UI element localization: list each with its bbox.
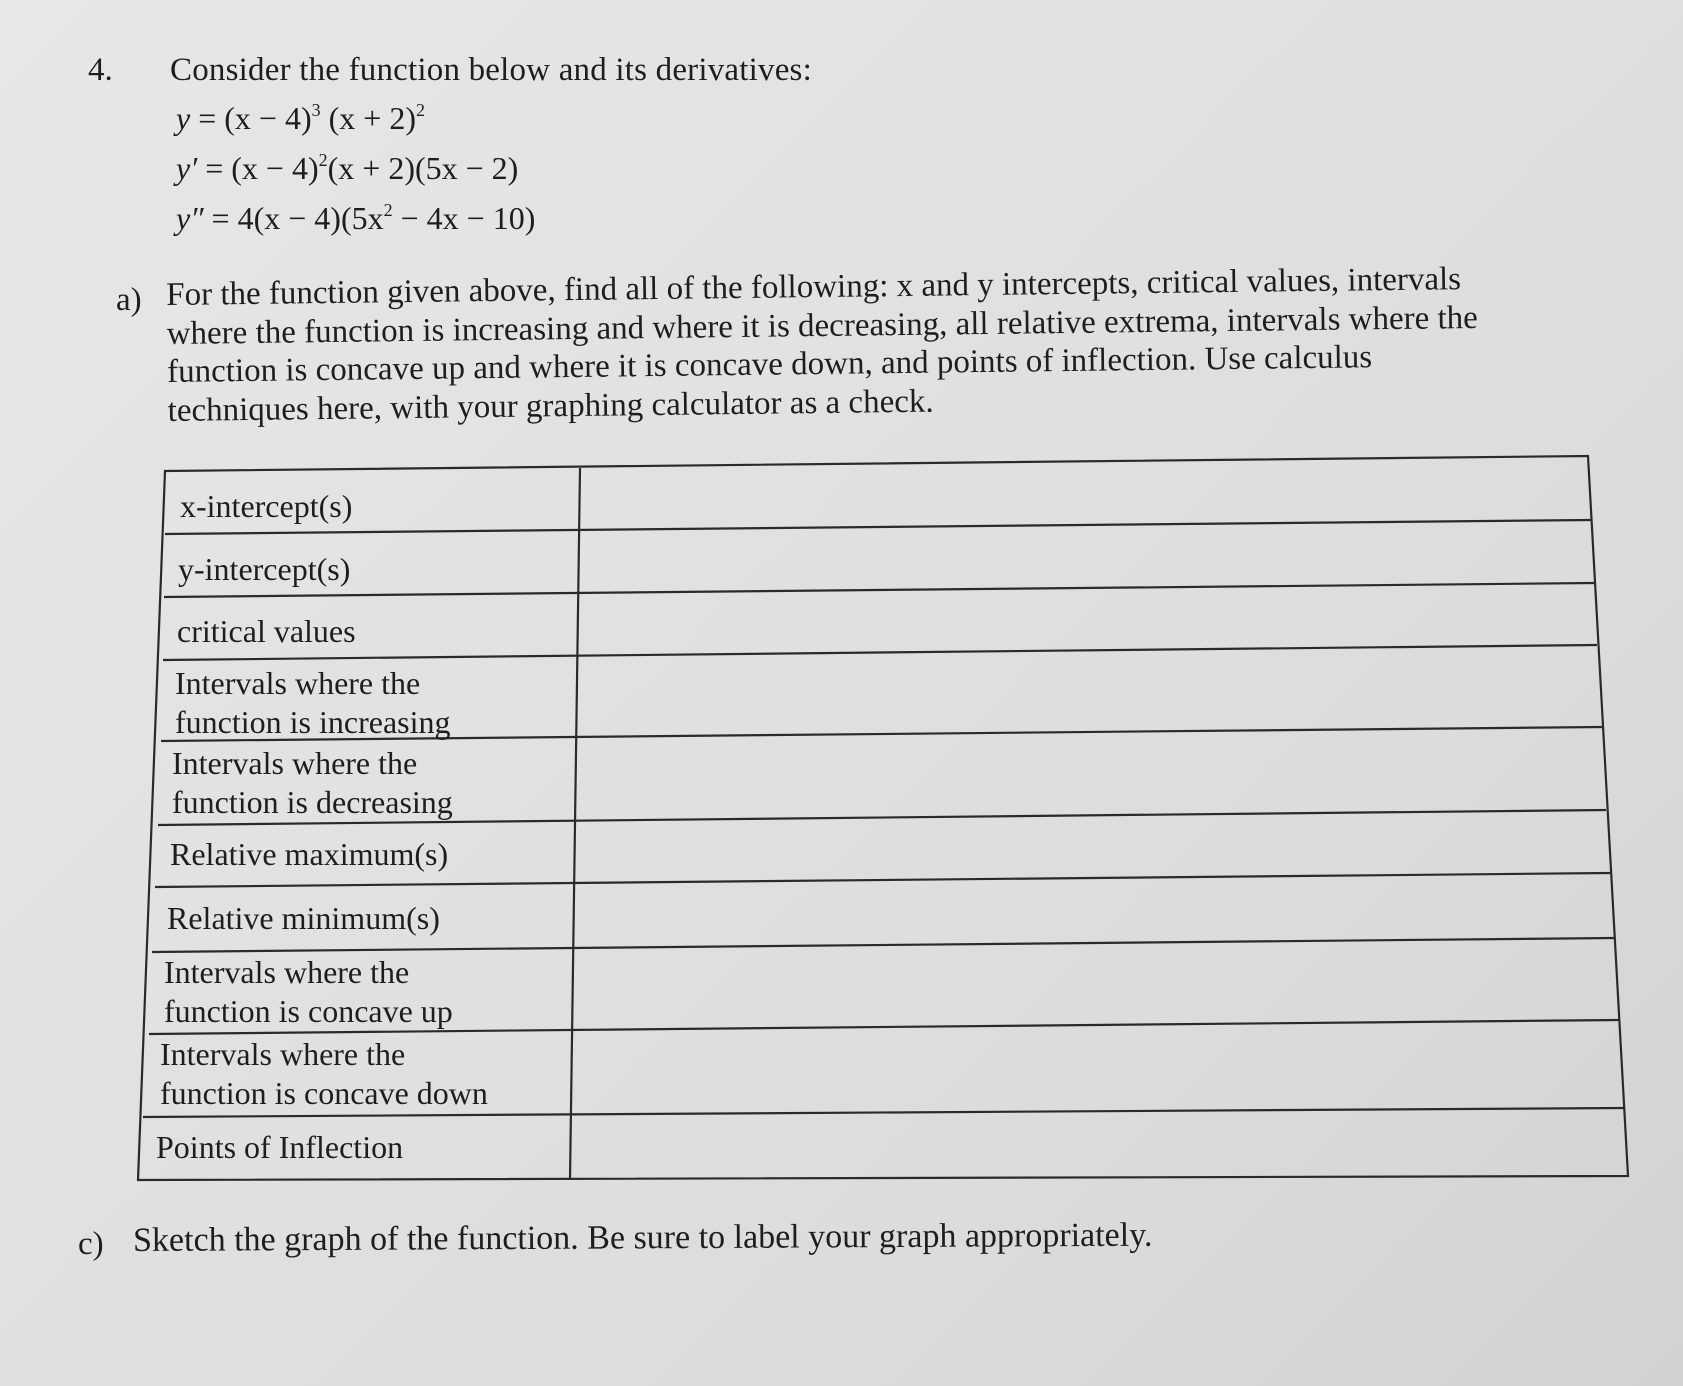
question-intro: Consider the function below and its derivatives: — [170, 52, 812, 88]
part-a-line-4: techniques here, with your graphing calculator as a check. — [167, 383, 934, 429]
equation-y-part2: (x + 2) — [328, 100, 416, 136]
row-label: Points of Inflection — [156, 1129, 404, 1165]
row-label-line-1: Intervals where the — [164, 954, 410, 990]
row-line-2 — [164, 583, 1594, 597]
equation-y-double-prime-part1: 4(x − 4)(5x — [237, 200, 384, 236]
row-line-3 — [163, 645, 1597, 660]
row-label: y-intercept(s) — [178, 551, 351, 587]
equation-y-double-prime-exp1: 2 — [383, 200, 393, 220]
table-row-x-intercepts — [180, 487, 352, 526]
equation-y-part1: (x − 4) — [224, 100, 312, 136]
equation-y-prime: $y' = (x - 4)^2(x + 2)(5x - 2)$ — [176, 150, 519, 186]
table-row-points-of-inflection — [156, 1128, 403, 1167]
part-c-label: c) — [78, 1226, 104, 1262]
row-label: Relative minimum(s) — [167, 900, 440, 936]
table-column-divider — [570, 468, 580, 1180]
row-label-line-2: function is decreasing — [172, 784, 453, 820]
table-row-decreasing — [172, 744, 453, 822]
table-row-concave-down — [160, 1035, 488, 1113]
equation-y-prime-part2: (x + 2)(5x − 2) — [327, 150, 519, 186]
table-row-increasing — [175, 664, 450, 742]
table-row-critical-values — [177, 612, 356, 651]
equation-y-double-prime-part2: − 4x − 10) — [392, 200, 536, 236]
row-label-line-2: function is concave up — [164, 993, 453, 1029]
equation-y-prime-part1: (x − 4) — [231, 150, 319, 186]
equation-y-double-prime-lhs: y″ — [176, 200, 204, 236]
table-row-y-intercepts — [178, 550, 350, 589]
equation-y: $y = (x - 4)^3$ $(x + 2)^2$ — [176, 100, 425, 136]
row-line-1 — [165, 520, 1591, 534]
row-label: x-intercept(s) — [180, 488, 353, 524]
part-a-label: a) — [116, 282, 142, 318]
table-row-relative-maximum — [170, 835, 448, 874]
equation-y-exp1: 3 — [311, 100, 321, 120]
equation-y-prime-exp1: 2 — [318, 150, 328, 170]
row-label-line-1: Intervals where the — [175, 665, 421, 701]
equation-y-exp2: 2 — [415, 100, 425, 120]
table-row-relative-minimum — [167, 899, 440, 938]
part-a-line-2: where the function is increasing and where it is decreasing, all relative extrema, intervals where the — [166, 299, 1479, 352]
row-label-line-1: Intervals where the — [172, 745, 418, 781]
part-a-line-1: For the function given above, find all of the following: x and y intercepts, critical values, intervals — [166, 261, 1462, 313]
row-label-line-2: function is increasing — [175, 704, 451, 740]
row-label-line-1: Intervals where the — [160, 1036, 406, 1072]
part-a-line-3: function is concave up and where it is concave down, and points of inflection. Use calculus — [166, 339, 1373, 390]
row-label: critical values — [177, 613, 356, 649]
row-label-line-2: function is concave down — [160, 1075, 488, 1111]
row-label: Relative maximum(s) — [170, 836, 449, 872]
part-c-instructions: Sketch the graph of the function. Be sure to label your graph appropriately. — [133, 1216, 1153, 1259]
row-line-7 — [152, 938, 1614, 952]
table-row-concave-up — [164, 953, 453, 1031]
question-number: 4. — [88, 52, 113, 88]
row-line-6 — [155, 873, 1610, 887]
equation-y-lhs: y — [176, 100, 191, 136]
equation-y-prime-lhs: y′ — [176, 150, 198, 186]
equation-y-double-prime: $y'' = 4(x - 4)(5x^2 - 4x - 10)$ — [176, 200, 536, 236]
